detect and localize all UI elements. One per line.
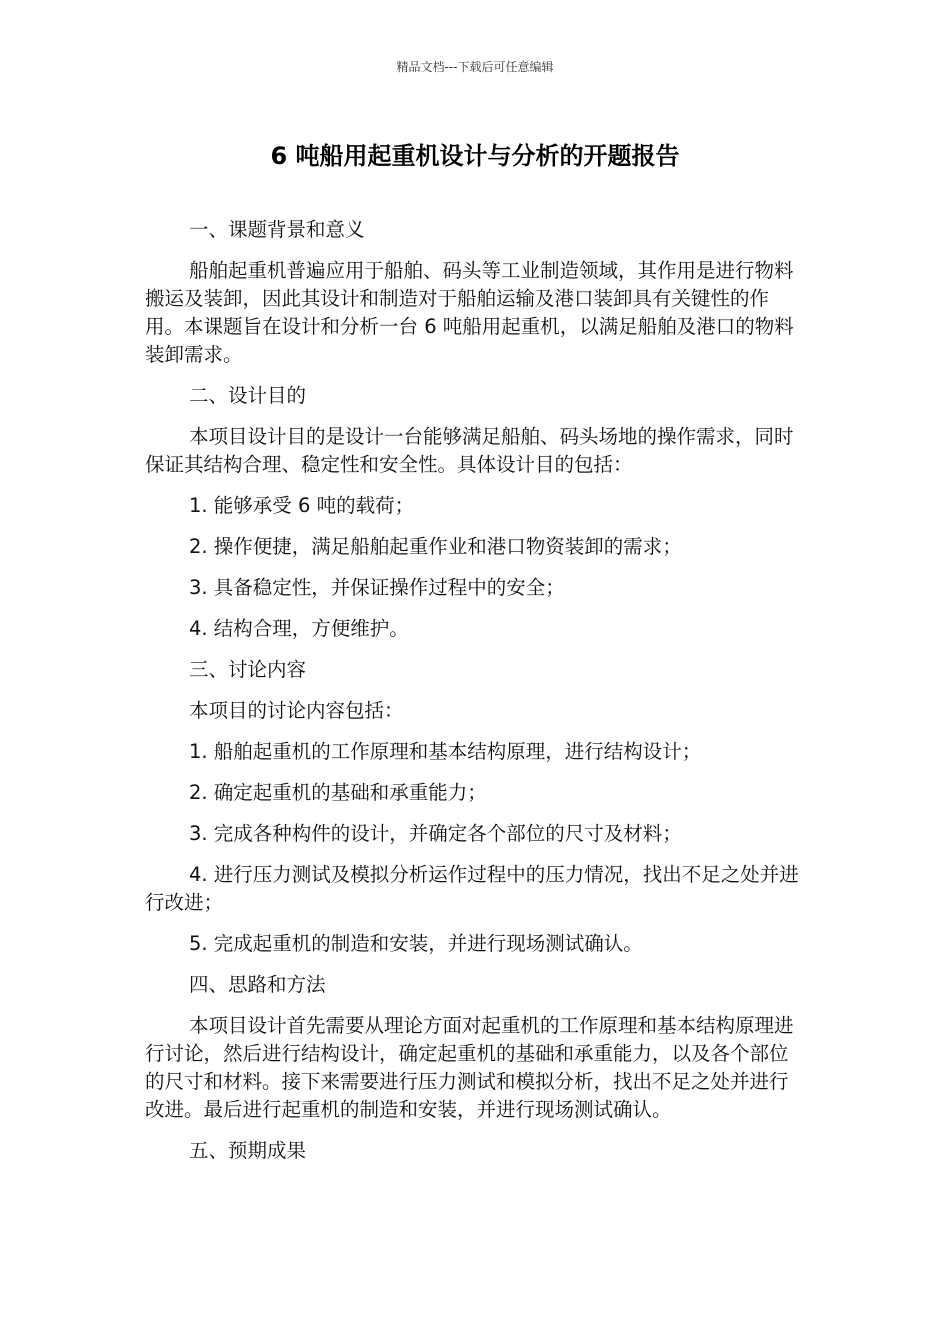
list-item: 4. 进行压力测试及模拟分析运作过程中的压力情况，找出不足之处并进行改进； <box>145 863 799 914</box>
list-item: 4. 结构合理，方便维护。 <box>189 617 409 640</box>
section-heading-approach: 四、思路和方法 <box>189 973 326 996</box>
design-goals-paragraph: 本项目设计目的是设计一台能够满足船舶、码头场地的操作需求，同时保证其结构合理、稳定性和安全性。具体设计目的包括： <box>145 425 794 476</box>
discussion-paragraph: 本项目的讨论内容包括： <box>189 699 404 722</box>
list-item: 2. 操作便捷，满足船舶起重作业和港口物资装卸的需求； <box>189 535 682 558</box>
page-header-note: 精品文档---下载后可任意编辑 <box>396 60 554 74</box>
list-item: 2. 确定起重机的基础和承重能力； <box>189 781 487 804</box>
document-body <box>145 216 805 1178</box>
section-heading-expected-results: 五、预期成果 <box>189 1139 307 1162</box>
section-heading-discussion: 三、讨论内容 <box>189 658 307 681</box>
list-item: 1. 船舶起重机的工作原理和基本结构原理，进行结构设计； <box>189 740 702 763</box>
document-title: 6 吨船用起重机设计与分析的开题报告 <box>270 142 680 170</box>
discussion-list <box>145 738 805 958</box>
approach-paragraph: 本项目设计首先需要从理论方面对起重机的工作原理和基本结构原理进行讨论，然后进行结构设计，确定起重机的基础和承重能力，以及各个部位的尺寸和材料。接下来需要进行压力测试和模拟分析，找出不足之处并进行改进。最后进行起重机的制造和安装，并进行现场测试确认。 <box>145 1014 794 1121</box>
design-goals-list <box>145 492 805 643</box>
section-heading-background: 一、课题背景和意义 <box>189 218 365 241</box>
list-item: 3. 完成各种构件的设计，并确定各个部位的尺寸及材料； <box>189 822 682 845</box>
list-item: 3. 具备稳定性，并保证操作过程中的安全； <box>189 576 565 599</box>
list-item: 1. 能够承受 6 吨的载荷； <box>189 494 415 517</box>
background-paragraph: 船舶起重机普遍应用于船舶、码头等工业制造领域，其作用是进行物料搬运及装卸，因此其设计和制造对于船舶运输及港口装卸具有关键性的作用。本课题旨在设计和分析一台 6 吨船用起重机，以满足船舶及港口的物料装卸需求。 <box>145 259 794 366</box>
list-item: 5. 完成起重机的制造和安装，并进行现场测试确认。 <box>189 932 643 955</box>
section-heading-design-goals: 二、设计目的 <box>189 384 307 407</box>
